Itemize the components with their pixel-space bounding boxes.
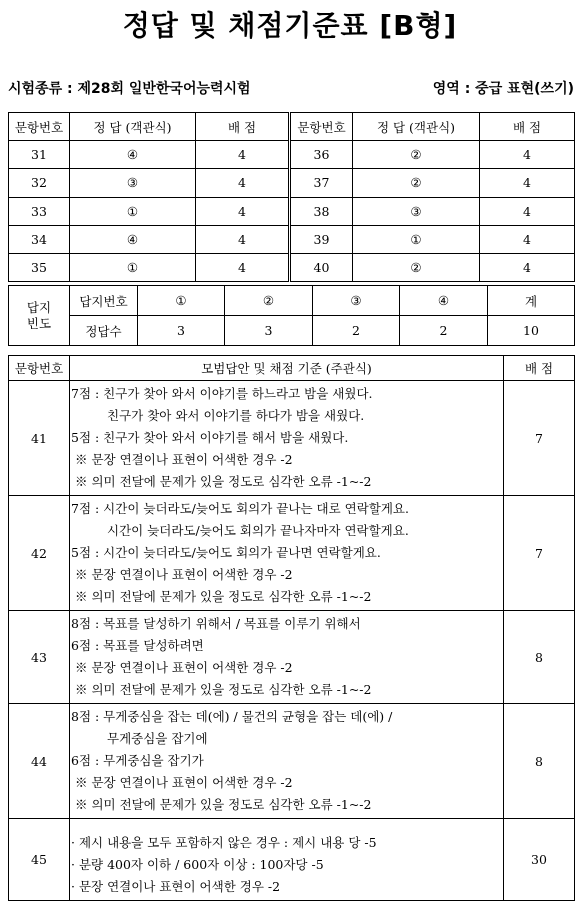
page-title: 정답 및 채점기준표 [B형] xyxy=(122,9,458,42)
question-number: 36 xyxy=(290,141,353,169)
table-row xyxy=(9,141,575,169)
table-row xyxy=(9,253,575,281)
correct-count: 2 xyxy=(313,316,400,346)
answer-line: 무게중심을 잡기에 xyxy=(107,731,208,746)
objective-answer-table xyxy=(8,112,575,282)
table-header-row xyxy=(9,113,575,141)
answer: ② xyxy=(353,141,480,169)
question-number: 42 xyxy=(9,496,70,611)
score: 8 xyxy=(504,611,575,704)
header-question-number: 문항번호 xyxy=(290,113,353,141)
answer-line: 시간이 늦더라도/늦어도 회의가 끝나자마자 연락할게요. xyxy=(107,523,409,538)
model-answer xyxy=(70,704,504,819)
table-row xyxy=(9,169,575,197)
header-question-number: 문항번호 xyxy=(9,356,70,381)
question-number: 32 xyxy=(9,169,70,197)
score: 4 xyxy=(196,253,290,281)
answer: ② xyxy=(353,169,480,197)
deduction-line: · 분량 400자 이하 / 600자 이상 : 100자당 -5 xyxy=(71,856,324,872)
score: 4 xyxy=(480,253,575,281)
answer-line: 6점 : 목표를 달성하려면 xyxy=(71,638,204,653)
table-row xyxy=(9,197,575,225)
question-number: 34 xyxy=(9,225,70,253)
answer: ① xyxy=(353,225,480,253)
table-row xyxy=(9,225,575,253)
exam-info xyxy=(8,78,574,100)
frequency-label-line: 답지 xyxy=(26,299,52,315)
model-answer xyxy=(70,496,504,611)
answer: ① xyxy=(70,253,196,281)
answer: ③ xyxy=(353,197,480,225)
answer: ① xyxy=(70,197,196,225)
header-model-answer: 모범답안 및 채점 기준 (주관식) xyxy=(70,356,504,381)
deduction-line: ※ 문장 연결이나 표현이 어색한 경우 -2 xyxy=(75,567,293,582)
deduction-line: ※ 문장 연결이나 표현이 어색한 경우 -2 xyxy=(75,660,293,675)
exam-area: 영역 : 중급 표현(쓰기) xyxy=(432,81,574,97)
score: 4 xyxy=(196,169,290,197)
question-number: 44 xyxy=(9,704,70,819)
correct-count: 3 xyxy=(225,316,313,346)
frequency-label xyxy=(9,286,70,346)
table-row xyxy=(9,611,575,704)
frequency-label-line: 빈도 xyxy=(26,315,52,331)
question-number: 45 xyxy=(9,819,70,901)
score: 7 xyxy=(504,381,575,496)
table-row xyxy=(9,496,575,611)
row-label: 정답수 xyxy=(70,316,138,346)
answer: ④ xyxy=(70,225,196,253)
score: 4 xyxy=(480,225,575,253)
deduction-line: · 제시 내용을 모두 포함하지 않은 경우 : 제시 내용 당 -5 xyxy=(71,834,377,850)
question-number: 43 xyxy=(9,611,70,704)
score: 4 xyxy=(480,169,575,197)
question-number: 39 xyxy=(290,225,353,253)
deduction-line: ※ 의미 전달에 문제가 있을 정도로 심각한 오류 -1~-2 xyxy=(75,474,372,489)
score: 4 xyxy=(196,197,290,225)
answer-line: 8점 : 무게중심을 잡는 데(에) / 물건의 균형을 잡는 데(에) / xyxy=(71,709,393,724)
deduction-line: · 문장 연결이나 표현이 어색한 경우 -2 xyxy=(71,878,281,894)
header-score: 배 점 xyxy=(196,113,290,141)
header-answer: 정 답 (객관식) xyxy=(70,113,196,141)
table-row xyxy=(9,381,575,496)
correct-count: 3 xyxy=(138,316,225,346)
question-number: 40 xyxy=(290,253,353,281)
option-number: ① xyxy=(138,286,225,316)
header-answer: 정 답 (객관식) xyxy=(353,113,480,141)
answer-line: 7점 : 시간이 늦더라도/늦어도 회의가 끝나는 대로 연락할게요. xyxy=(71,501,409,516)
deduction-line: ※ 의미 전달에 문제가 있을 정도로 심각한 오류 -1~-2 xyxy=(75,797,372,812)
answer: ④ xyxy=(70,141,196,169)
deduction-line: ※ 의미 전달에 문제가 있을 정도로 심각한 오류 -1~-2 xyxy=(75,589,372,604)
model-answer xyxy=(70,381,504,496)
table-row xyxy=(9,819,575,901)
answer-line: 5점 : 시간이 늦더라도/늦어도 회의가 끝나면 연락할게요. xyxy=(71,545,381,560)
question-number: 41 xyxy=(9,381,70,496)
score: 4 xyxy=(480,197,575,225)
option-number: ② xyxy=(225,286,313,316)
deduction-line: ※ 의미 전달에 문제가 있을 정도로 심각한 오류 -1~-2 xyxy=(75,682,372,697)
deduction-line: ※ 문장 연결이나 표현이 어색한 경우 -2 xyxy=(75,452,293,467)
header-score: 배 점 xyxy=(480,113,575,141)
total-count: 10 xyxy=(488,316,575,346)
option-number: ③ xyxy=(313,286,400,316)
question-number: 35 xyxy=(9,253,70,281)
exam-type: 시험종류 : 제28회 일반한국어능력시험 xyxy=(8,81,251,97)
question-number: 33 xyxy=(9,197,70,225)
answer-line: 7점 : 친구가 찾아 와서 이야기를 하느라고 밤을 새웠다. xyxy=(71,386,373,401)
table-row xyxy=(9,286,575,316)
deduction-line: ※ 문장 연결이나 표현이 어색한 경우 -2 xyxy=(75,775,293,790)
answer-line: 6점 : 무게중심을 잡기가 xyxy=(71,753,204,768)
row-label: 답지번호 xyxy=(70,286,138,316)
score: 7 xyxy=(504,496,575,611)
answer: ② xyxy=(353,253,480,281)
score: 4 xyxy=(480,141,575,169)
model-answer xyxy=(70,819,504,901)
subjective-scoring-table xyxy=(8,355,575,901)
question-number: 38 xyxy=(290,197,353,225)
option-number: ④ xyxy=(400,286,488,316)
answer-line: 친구가 찾아 와서 이야기를 하다가 밤을 새웠다. xyxy=(107,408,365,423)
question-number: 31 xyxy=(9,141,70,169)
correct-count: 2 xyxy=(400,316,488,346)
question-number: 37 xyxy=(290,169,353,197)
total-label: 계 xyxy=(488,286,575,316)
answer: ③ xyxy=(70,169,196,197)
table-row xyxy=(9,704,575,819)
answer-line: 5점 : 친구가 찾아 와서 이야기를 해서 밤을 새웠다. xyxy=(71,430,349,445)
score: 30 xyxy=(504,819,575,901)
score: 4 xyxy=(196,141,290,169)
header-question-number: 문항번호 xyxy=(9,113,70,141)
score: 8 xyxy=(504,704,575,819)
score: 4 xyxy=(196,225,290,253)
table-row xyxy=(9,316,575,346)
table-header-row xyxy=(9,356,575,381)
answer-line: 8점 : 목표를 달성하기 위해서 / 목표를 이루기 위해서 xyxy=(71,616,361,631)
model-answer xyxy=(70,611,504,704)
answer-frequency-table xyxy=(8,285,575,346)
header-score: 배 점 xyxy=(504,356,575,381)
